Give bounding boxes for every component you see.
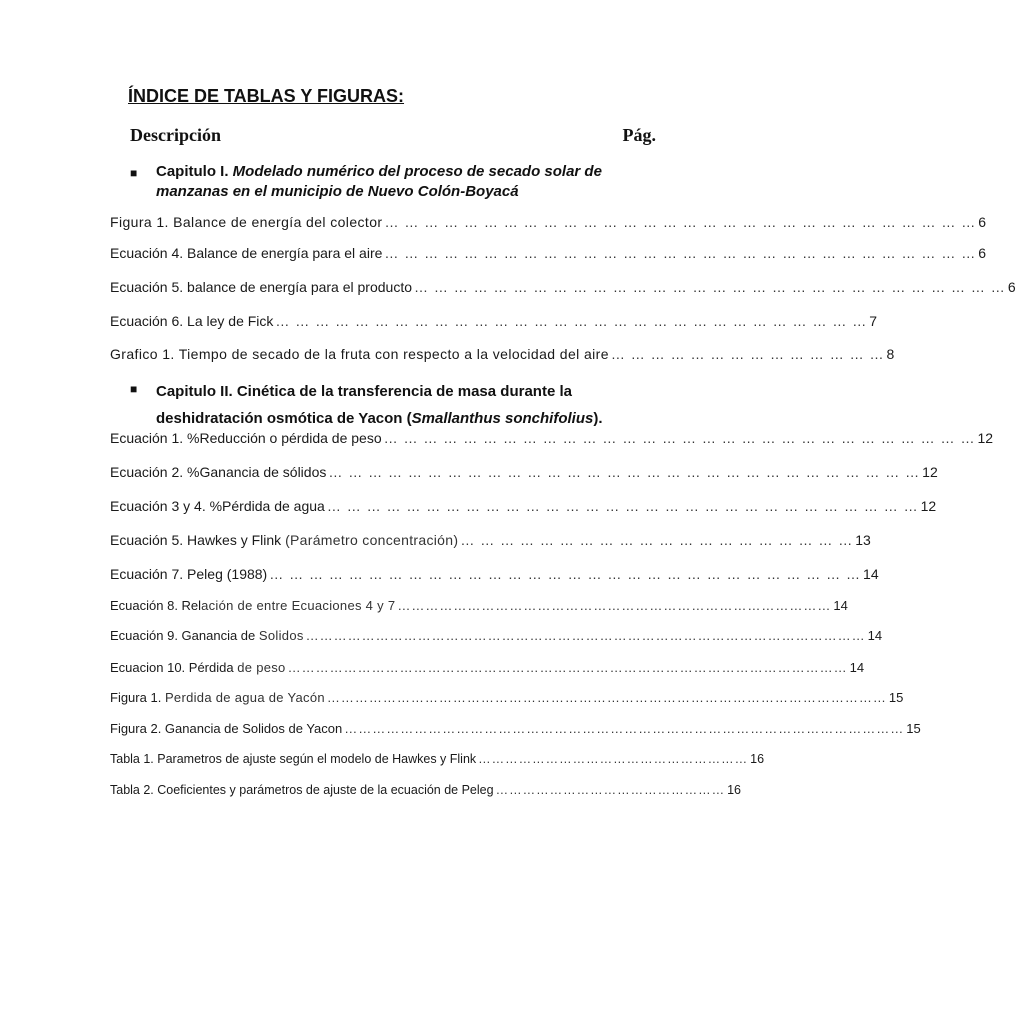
entry-label (110, 598, 395, 613)
entry-page: 14 (849, 660, 865, 675)
toc-entry[interactable] (110, 783, 741, 797)
entry-label-extra: de peso (237, 660, 286, 675)
entry-label: Ecuación 7. Peleg (1988) (110, 566, 268, 582)
toc-entry[interactable] (110, 660, 865, 675)
toc-entry[interactable] (110, 430, 994, 446)
dot-leader: … … … … … … … … … … … … … … … … … … … … … … … … … … … … … … (326, 498, 919, 514)
entry-label-main: Ecuación 8. Rel (110, 598, 202, 613)
entry-page: 6 (978, 214, 987, 230)
entry-label: Figura 2. Ganancia de Solidos de Yacon (110, 721, 343, 736)
index-title: ÍNDICE DE TABLAS Y FIGURAS: (128, 86, 405, 106)
toc-entry[interactable] (110, 464, 938, 480)
chapter-2-species: Smallanthus sonchifolius (411, 410, 594, 427)
toc-entry[interactable] (110, 214, 987, 230)
bullet-icon: ■ (130, 382, 138, 396)
entry-label: Tabla 2. Coeficientes y parámetros de ajuste de la ecuación de Peleg (110, 783, 494, 797)
dot-leader: ………………………………………………………………………………………………………… (344, 721, 905, 736)
dot-leader: … … … … … … … … … … … … … … (610, 346, 885, 362)
entry-label-extra: Perdida de agua de Yacón (164, 690, 325, 705)
chapter-2-heading (130, 378, 650, 428)
entry-page: 15 (906, 721, 921, 736)
chapter-1-prefix: Capitulo I. (156, 163, 233, 180)
toc-entry[interactable] (110, 598, 848, 613)
toc-entry[interactable] (110, 566, 879, 582)
dot-leader: … … … … … … … … … … … … … … … … … … … … … … … … … … … … … … (383, 430, 976, 446)
entry-label-main: Figura 1. (110, 690, 162, 705)
entry-label (110, 532, 458, 548)
entry-page: 14 (833, 598, 848, 613)
description-column-header: Descripción (130, 125, 221, 145)
chapter-2-suffix: ). (593, 410, 603, 427)
chapter-2-prefix: Capitulo II. Cinética de la transferencia de masa durante la deshidratación osmótica de Yacon ( (156, 383, 572, 427)
entry-page: 14 (867, 628, 883, 643)
entry-label: Ecuación 1. %Reducción o pérdida de peso (110, 430, 382, 446)
entry-label: Ecuación 5. balance de energía para el producto (110, 279, 412, 295)
entry-label (110, 628, 304, 643)
entry-label-extra: Solidos (258, 628, 304, 643)
entry-label-extra: ación de entre Ecuaciones 4 y 7 (201, 598, 396, 613)
dot-leader: ………………………………………………………………………………………………………… (305, 628, 866, 643)
entry-label-main: Ecuacion 10. Pérdida (110, 660, 234, 675)
entry-label (110, 660, 286, 675)
dot-leader: … … … … … … … … … … … … … … … … … … … … … … … … … … … … … … (269, 566, 862, 582)
toc-entry[interactable] (110, 346, 895, 362)
toc-entry[interactable] (110, 313, 878, 329)
toc-entry[interactable] (110, 245, 987, 261)
entry-label: Ecuación 2. %Ganancia de sólidos (110, 464, 327, 480)
entry-page: 16 (750, 752, 765, 766)
entry-page: 14 (863, 566, 879, 582)
entry-label: Grafico 1. Tiempo de secado de la fruta con respecto a la velocidad del aire (110, 346, 609, 362)
toc-entry[interactable] (110, 532, 871, 548)
dot-leader: … … … … … … … … … … … … … … … … … … … … … … … … … … … … … … (384, 245, 977, 261)
dot-leader: … … … … … … … … … … … … … … … … … … … … … … … … … … … … … … (384, 214, 977, 230)
entry-page: 6 (1007, 279, 1016, 295)
entry-page: 8 (886, 346, 895, 362)
entry-page: 7 (869, 313, 878, 329)
toc-entry[interactable] (110, 752, 765, 766)
entry-label: Tabla 1. Parametros de ajuste según el modelo de Hawkes y Flink (110, 752, 477, 766)
toc-entry[interactable] (110, 721, 921, 736)
dot-leader: ………………………………………………………………………………………………………… (287, 660, 848, 675)
entry-label-main: Ecuación 5. Hawkes y Flink (110, 532, 282, 548)
page-column-header: Pág. (622, 125, 656, 145)
chapter-1-title: Modelado numérico del proceso de secado solar de manzanas en el municipio de Nuevo Colón-Boyacá (156, 163, 602, 200)
entry-page: 15 (888, 690, 904, 705)
entry-label: Ecuación 6. La ley de Fick (110, 313, 274, 329)
dot-leader: …………………………………………………… (478, 752, 749, 766)
dot-leader: … … … … … … … … … … … … … … … … … … … … … … … … … … … … … … (414, 279, 1006, 295)
entry-page: 12 (920, 498, 937, 514)
toc-entry[interactable] (110, 279, 1016, 295)
toc-entry[interactable] (110, 690, 904, 705)
dot-leader: ………………………………………………………………………………… (397, 598, 832, 613)
entry-label-extra: (Parámetro concentración) (285, 532, 459, 548)
toc-entry[interactable] (110, 628, 883, 643)
entry-label: Figura 1. Balance de energía del colector (110, 214, 383, 230)
entry-page: 12 (977, 430, 994, 446)
dot-leader: … … … … … … … … … … … … … … … … … … … … … … … … … … … … … … (275, 313, 868, 329)
dot-leader: … … … … … … … … … … … … … … … … … … … … (460, 532, 854, 548)
dot-leader: … … … … … … … … … … … … … … … … … … … … … … … … … … … … … … (328, 464, 921, 480)
entry-label (110, 690, 325, 705)
chapter-1-heading (130, 162, 650, 206)
toc-entry[interactable] (110, 498, 937, 514)
entry-page: 6 (978, 245, 987, 261)
dot-leader: …………………………………………… (495, 783, 726, 797)
entry-page: 16 (727, 783, 741, 797)
bullet-icon: ■ (130, 166, 138, 180)
entry-page: 12 (922, 464, 938, 480)
entry-page: 13 (855, 532, 871, 548)
entry-label: Ecuación 3 y 4. %Pérdida de agua (110, 498, 325, 514)
dot-leader: ………………………………………………………………………………………………………… (326, 690, 887, 705)
entry-label-main: Ecuación 9. Ganancia de (110, 628, 256, 643)
entry-label: Ecuación 4. Balance de energía para el aire (110, 245, 383, 261)
